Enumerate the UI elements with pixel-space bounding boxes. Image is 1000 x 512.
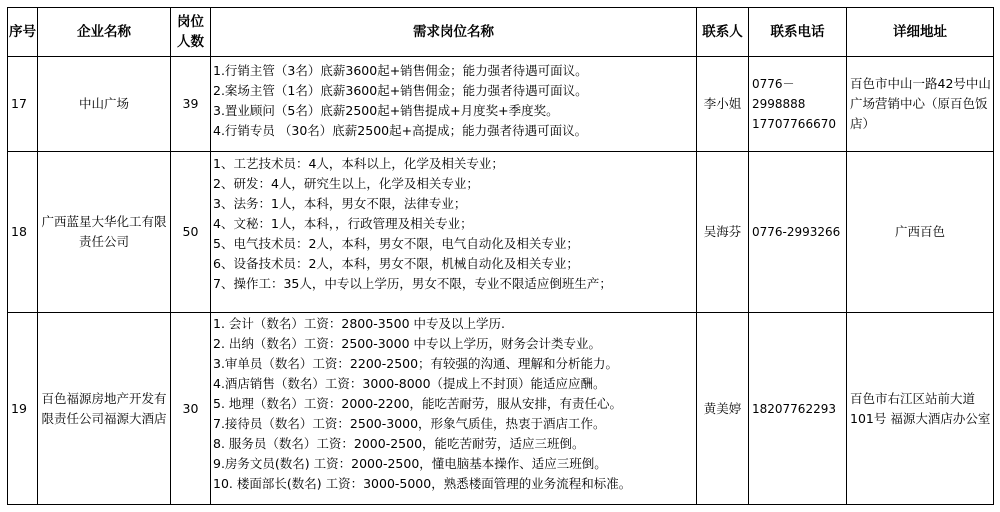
recruitment-table — [7, 7, 994, 505]
phone-cell: 0776-2993266 — [749, 152, 847, 313]
position-line: 5. 地理（数名）工资：2000-2200，能吃苦耐劳，服从安排，有责任心。 — [213, 396, 623, 411]
address-cell: 百色市右江区站前大道101号 福源大酒店办公室 — [847, 313, 994, 505]
recruitment-table-wrapper — [7, 7, 994, 505]
position-line: 3.置业顾问（5名）底薪2500起+销售提成+月度奖+季度奖。 — [213, 103, 559, 118]
seq-cell: 18 — [8, 152, 38, 313]
table-row — [8, 57, 994, 152]
company-cell: 广西蓝星大华化工有限责任公司 — [38, 152, 171, 313]
count-cell: 50 — [171, 152, 211, 313]
position-line: 1.行销主管（3名）底薪3600起+销售佣金；能力强者待遇可面议。 — [213, 63, 588, 78]
phone-cell: 18207762293 — [749, 313, 847, 505]
position-line: 4、文秘：1人，本科，，行政管理及相关专业； — [213, 216, 473, 231]
positions-cell — [211, 313, 697, 505]
seq-cell: 17 — [8, 57, 38, 152]
contact-cell: 吴海芬 — [697, 152, 749, 313]
position-line: 6、设备技术员：2人，本科，男女不限，机械自动化及相关专业； — [213, 256, 579, 271]
table-row — [8, 313, 994, 505]
address-cell: 百色市中山一路42号中山广场营销中心（原百色饭店） — [847, 57, 994, 152]
position-line: 4.酒店销售（数名）工资：3000-8000（提成上不封顶）能适应应酬。 — [213, 376, 606, 391]
header-contact: 联系人 — [697, 8, 749, 57]
position-line: 4.行销专员 （30名）底薪2500起+高提成；能力强者待遇可面议。 — [213, 123, 588, 138]
count-cell: 30 — [171, 313, 211, 505]
position-line: 9.房务文员(数名) 工资：2000-2500，懂电脑基本操作、适应三班倒。 — [213, 456, 607, 471]
contact-cell: 黄美婷 — [697, 313, 749, 505]
position-line: 2.案场主管（1名）底薪3600起+销售佣金；能力强者待遇可面议。 — [213, 83, 588, 98]
position-line: 3、法务：1人，本科，男女不限，法律专业； — [213, 196, 467, 211]
position-line: 10. 楼面部长(数名) 工资：3000-5000，熟悉楼面管理的业务流程和标准。 — [213, 476, 632, 491]
position-line: 2、研发：4人，研究生以上，化学及相关专业； — [213, 176, 479, 191]
company-cell: 中山广场 — [38, 57, 171, 152]
position-line: 2. 出纳（数名）工资：2500-3000 中专以上学历，财务会计类专业。 — [213, 336, 602, 351]
position-line: 7.接待员（数名）工资：2500-3000，形象气质佳，热衷于酒店工作。 — [213, 416, 606, 431]
header-seq: 序号 — [8, 8, 38, 57]
position-line: 7、操作工：35人，中专以上学历，男女不限，专业不限适应倒班生产； — [213, 276, 612, 291]
positions-cell — [211, 152, 697, 313]
position-line: 3.审单员（数名）工资：2200-2500；有较强的沟通、理解和分析能力。 — [213, 356, 619, 371]
company-cell: 百色福源房地产开发有限责任公司福源大酒店 — [38, 313, 171, 505]
position-line: 1. 会计（数名）工资：2800-3500 中专及以上学历. — [213, 316, 505, 331]
header-company: 企业名称 — [38, 8, 171, 57]
seq-cell: 19 — [8, 313, 38, 505]
contact-cell: 李小姐 — [697, 57, 749, 152]
header-address: 详细地址 — [847, 8, 994, 57]
header-phone: 联系电话 — [749, 8, 847, 57]
position-line: 5、电气技术员：2人，本科，男女不限，电气自动化及相关专业； — [213, 236, 579, 251]
address-cell: 广西百色 — [847, 152, 994, 313]
header-count: 岗位人数 — [171, 8, 211, 57]
position-line: 8. 服务员（数名）工资：2000-2500，能吃苦耐劳，适应三班倒。 — [213, 436, 585, 451]
count-cell: 39 — [171, 57, 211, 152]
header-row — [8, 8, 994, 57]
table-row — [8, 152, 994, 313]
header-positions: 需求岗位名称 — [211, 8, 697, 57]
positions-cell — [211, 57, 697, 152]
phone-cell: 0776－2998888 17707766670 — [749, 57, 847, 152]
position-line: 1、工艺技术员：4人，本科以上，化学及相关专业； — [213, 156, 504, 171]
